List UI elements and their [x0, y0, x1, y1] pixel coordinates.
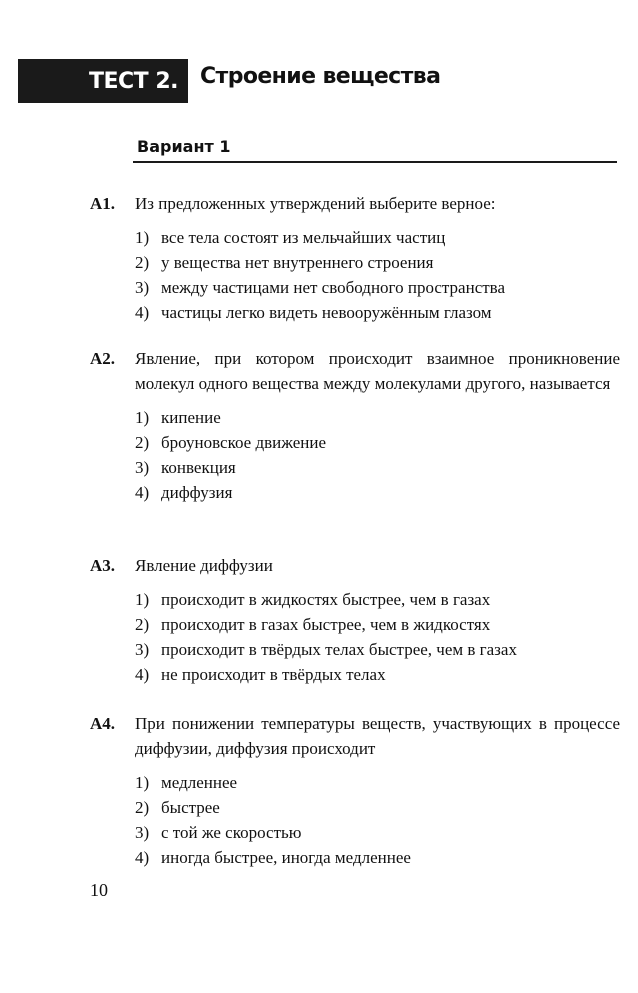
question-text: Явление, при котором происходит взаимное проникновение молекул одного вещества между молекулами другого, называется — [135, 349, 620, 393]
option-number: 2) — [135, 615, 150, 634]
question-number: А4. — [90, 714, 116, 733]
option-text: медленнее — [161, 773, 238, 792]
option-item — [135, 845, 620, 870]
option-number: 3) — [135, 278, 150, 297]
option-text: кипение — [161, 408, 221, 427]
option-item — [135, 587, 620, 612]
question-a3 — [90, 553, 620, 687]
option-number: 1) — [135, 773, 150, 792]
option-number: 2) — [135, 798, 150, 817]
option-text: не происходит в твёрдых телах — [161, 665, 386, 684]
option-item — [135, 612, 620, 637]
option-item — [135, 480, 620, 505]
option-number: 4) — [135, 848, 150, 867]
option-item — [135, 250, 620, 275]
option-list — [135, 405, 620, 505]
option-item — [135, 820, 620, 845]
option-list — [135, 770, 620, 870]
question-text: При понижении температуры веществ, участвующих в процессе диффузии, диффузия происходит — [135, 714, 620, 758]
option-number: 3) — [135, 458, 150, 477]
variant-divider — [133, 161, 617, 163]
option-number: 3) — [135, 823, 150, 842]
option-text: происходит в газах быстрее, чем в жидкостях — [161, 615, 491, 634]
option-item — [135, 795, 620, 820]
question-a4 — [90, 711, 620, 870]
option-number: 1) — [135, 408, 150, 427]
variant-heading: Вариант 1 — [137, 137, 231, 156]
test-label: ТЕСТ 2. — [88, 68, 178, 94]
option-text: все тела состоят из мельчайших частиц — [161, 228, 446, 247]
option-text: быстрее — [161, 798, 220, 817]
option-text: с той же скоростью — [161, 823, 302, 842]
option-item — [135, 430, 620, 455]
option-list — [135, 225, 620, 325]
option-text: частицы легко видеть невооружённым глазом — [161, 303, 492, 322]
option-number: 2) — [135, 253, 150, 272]
page-number: 10 — [90, 880, 108, 900]
option-number: 4) — [135, 303, 150, 322]
question-number: А1. — [90, 194, 116, 213]
option-text: происходит в жидкостях быстрее, чем в газах — [161, 590, 491, 609]
question-text: Из предложенных утверждений выберите верное: — [135, 194, 496, 213]
option-item — [135, 405, 620, 430]
question-text: Явление диффузии — [135, 556, 273, 575]
option-item — [135, 275, 620, 300]
option-text: между частицами нет свободного пространства — [161, 278, 506, 297]
question-number: А2. — [90, 349, 116, 368]
option-text: броуновское движение — [161, 433, 327, 452]
option-text: у вещества нет внутреннего строения — [161, 253, 434, 272]
option-text: конвекция — [161, 458, 236, 477]
option-number: 2) — [135, 433, 150, 452]
option-item — [135, 300, 620, 325]
option-item — [135, 455, 620, 480]
option-number: 3) — [135, 640, 150, 659]
test-label-band — [18, 59, 188, 103]
option-item — [135, 225, 620, 250]
option-number: 4) — [135, 665, 150, 684]
question-number: А3. — [90, 556, 116, 575]
option-number: 1) — [135, 590, 150, 609]
option-number: 1) — [135, 228, 150, 247]
option-text: происходит в твёрдых телах быстрее, чем в газах — [161, 640, 517, 659]
option-item — [135, 637, 620, 662]
option-text: иногда быстрее, иногда медленнее — [161, 848, 411, 867]
option-item — [135, 662, 620, 687]
page-title: Строение вещества — [200, 64, 441, 89]
question-a2 — [90, 346, 620, 505]
question-a1 — [90, 191, 620, 325]
option-number: 4) — [135, 483, 150, 502]
option-text: диффузия — [161, 483, 233, 502]
option-list — [135, 587, 620, 687]
option-item — [135, 770, 620, 795]
